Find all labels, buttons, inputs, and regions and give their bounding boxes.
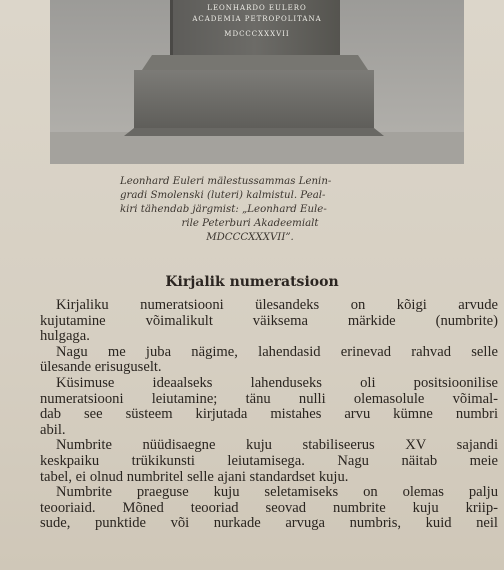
caption-line: rile Peterburi Akadeemialt xyxy=(181,218,319,229)
inscription-line-3: MDCCCXXXVII xyxy=(224,30,290,38)
caption-line: gradi Smolenski (luteri) kalmistul. Peal- xyxy=(120,190,326,201)
caption-line: Leonhard Euleri mälestussammas Lenin- xyxy=(120,176,332,187)
caption-line: kiri tähendab järgmist: „Leonhard Eule- xyxy=(120,204,327,215)
text-line: dab see süsteem kirjutada mistahes arvu kümne numbri xyxy=(40,406,498,423)
text-line: hulgaga. xyxy=(40,328,90,345)
monument-illustration xyxy=(50,0,464,164)
caption-line: MDCCCXXXVII”. xyxy=(206,232,294,243)
text-line: ülesande erisuguselt. xyxy=(40,359,162,376)
text-line: numeratsiooni leiutamine; tänu nulli olemasolule võimal- xyxy=(40,390,498,407)
text-line: abil. xyxy=(40,421,66,438)
text-line: sude, punktide või nurkade arvuga numbris, kuid neil xyxy=(40,515,498,532)
text-line: Numbrite nüüdisaegne kuju stabiliseerus XV sajandi xyxy=(56,437,498,454)
text-line: kujutamine võimalikult väiksema märkide (numbrite) xyxy=(40,312,498,329)
body-text xyxy=(40,298,498,532)
section-title: Kirjalik numeratsioon xyxy=(165,274,339,290)
text-line: Nagu me juba nägime, lahendasid erinevad rahvad selle xyxy=(56,343,498,360)
text-line: Küsimuse ideaalseks lahenduseks oli positsioonilise xyxy=(56,374,498,391)
text-line: Kirjaliku numeratsiooni ülesandeks on kõigi arvude xyxy=(56,297,498,313)
text-line: teooriaid. Mõned teooriad seovad numbrite kuju kriip- xyxy=(40,499,498,516)
inscription-line-1: LEONHARDO EULERO xyxy=(207,4,307,12)
photo-caption xyxy=(120,175,380,245)
inscription-line-2: ACADEMIA PETROPOLITANA xyxy=(192,15,322,23)
text-line: Numbrite praeguse kuju seletamiseks on olemas palju xyxy=(56,484,498,501)
monument-photo xyxy=(50,0,464,164)
text-line: tabel, ei olnud numbritel selle ajani standardset kuju. xyxy=(40,468,349,485)
text-line: keskpaiku trükikunsti leiutamisega. Nagu näitab meie xyxy=(40,452,498,469)
